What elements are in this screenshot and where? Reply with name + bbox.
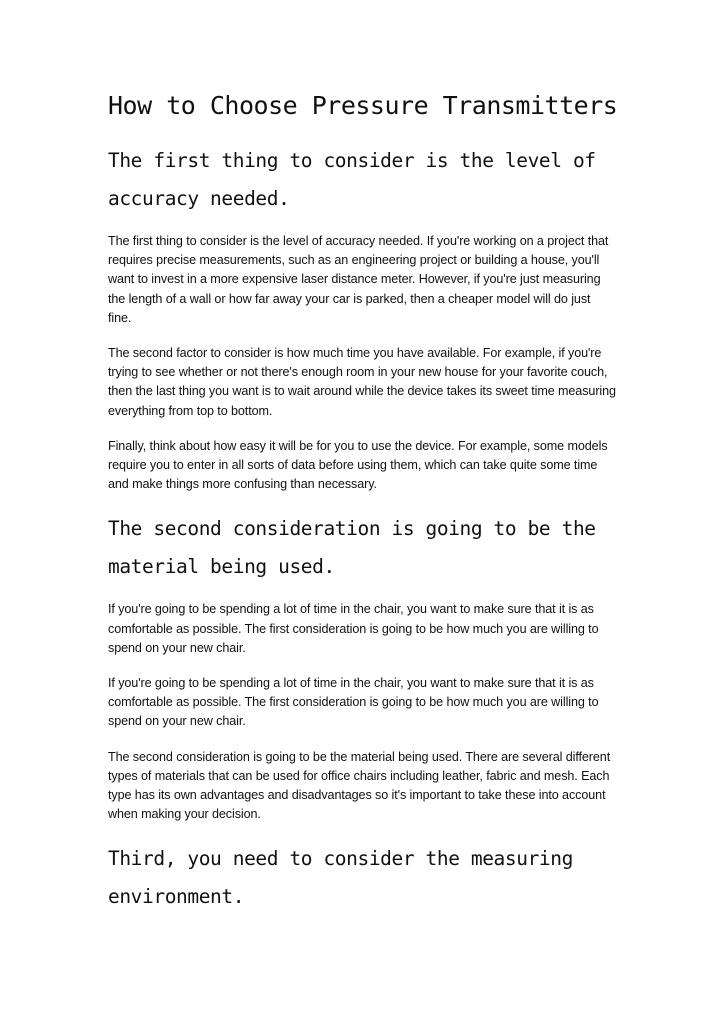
- paragraph: If you're going to be spending a lot of time in the chair, you want to make sure that it is as comfortable as possible. The first consideration is going to be how much you are willing to spend on your new chair.: [108, 676, 599, 729]
- paragraph: The first thing to consider is the level of accuracy needed. If you're working on a project that requires precise measurements, such as an engineering project or building a house, you'll want to invest in a more expensive laser distance meter. However, if you're just measuring the length of a wall or how far away your car is parked, then a cheaper model will do just fine.: [108, 234, 609, 325]
- paragraph: If you're going to be spending a lot of time in the chair, you want to make sure that it is as comfortable as possible. The first consideration is going to be how much you are willing to spend on your new chair.: [108, 602, 599, 655]
- section-heading: Third, you need to consider the measuring environment.: [108, 847, 573, 909]
- paragraph: Finally, think about how easy it will be for you to use the device. For example, some models require you to enter in all sorts of data before using them, which can take quite some time and make things more confusing than necessary.: [108, 438, 608, 492]
- document-title: How to Choose Pressure Transmitters: [108, 91, 618, 120]
- paragraph: The second factor to consider is how much time you have available. For example, if you're trying to see whether or not there's enough room in your new house for your favorite couch, then the last thing you want is to wait around while the device takes its sweet time measuring everything from top to bottom.: [108, 346, 616, 418]
- section-accuracy: [108, 142, 616, 494]
- section-environment: [108, 840, 616, 916]
- paragraph: The second consideration is going to be the material being used. There are several different types of materials that can be used for office chairs including leather, fabric and mesh. Each type has its own advantages and disadvantages so it's important to take these into account when making your decision.: [108, 749, 611, 822]
- document-page: [108, 88, 616, 930]
- section-heading: The first thing to consider is the level of accuracy needed.: [108, 149, 596, 210]
- section-heading: The second consideration is going to be the material being used.: [108, 517, 596, 579]
- section-material: [108, 510, 616, 824]
